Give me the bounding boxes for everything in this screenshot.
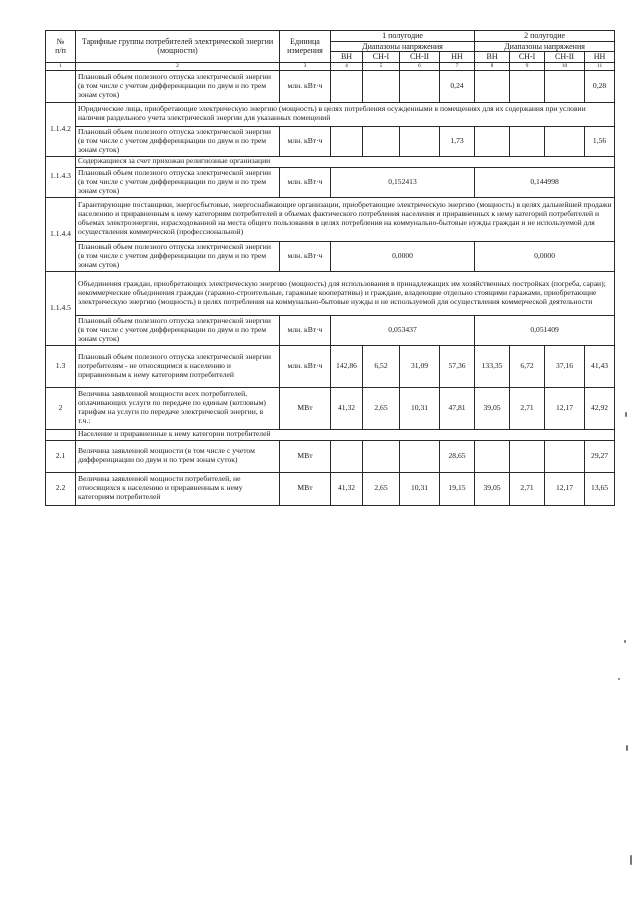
table-row	[46, 345, 615, 387]
scan-speck	[625, 412, 627, 417]
scan-speck	[626, 745, 628, 751]
row-label: Величина заявленной мощности всех потребителей, оплачивающих услуги по передаче по единым (котловым) тарифам на услуги по передаче электрической энергии, в т.ч.:	[76, 387, 280, 429]
row-label: Плановый объем полезного отпуска электрической энергии (в том числе с учетом дифференциации по двум и по трем зонам суток)	[76, 126, 280, 156]
value-cell: 0,152413	[331, 167, 475, 197]
row-code: 2	[46, 387, 76, 429]
value-cell: 10,31	[400, 387, 440, 429]
level-header: ВН	[475, 52, 510, 62]
col-num: 3	[280, 62, 331, 70]
value-cell: 41,32	[331, 387, 363, 429]
row-code: 2.1	[46, 440, 76, 472]
col-num: 1	[46, 62, 76, 70]
level-header: СН-I	[510, 52, 545, 62]
value-cell: 12,17	[545, 472, 585, 505]
level-header: СН-I	[363, 52, 400, 62]
ranges-header-1: Диапазоны напряжения	[331, 42, 475, 52]
row-unit: млн. кВт·ч	[280, 70, 331, 102]
row-label: Плановый объем полезного отпуска электрической энергии потребителям - не относящимся к населению и приравненным к нему категориям потребителей	[76, 345, 280, 387]
level-header: СН-II	[545, 52, 585, 62]
value-cell: 57,36	[440, 345, 475, 387]
col-num: 4	[331, 62, 363, 70]
group-title-row	[46, 429, 615, 440]
value-cell: 47,81	[440, 387, 475, 429]
value-cell: 41,43	[585, 345, 615, 387]
ranges-header-2: Диапазоны напряжения	[475, 42, 615, 52]
row-code: 1.1.4.2	[46, 102, 76, 156]
row-unit: млн. кВт·ч	[280, 241, 331, 271]
row-unit: МВт	[280, 472, 331, 505]
row-label: Плановый объем полезного отпуска электрической энергии (в том числе с учетом дифференциации по двум и по трем зонам суток)	[76, 167, 280, 197]
value-cell: 41,32	[331, 472, 363, 505]
value-cell: 0,0000	[331, 241, 475, 271]
group-title: Население и приравненные к нему категории потребителей	[76, 429, 615, 440]
scan-speck	[630, 855, 632, 865]
row-unit: МВт	[280, 387, 331, 429]
col-unit-header: Единица измерения	[280, 31, 331, 63]
half2-header: 2 полугодие	[475, 31, 615, 42]
value-cell: 2,71	[510, 472, 545, 505]
level-header: НН	[585, 52, 615, 62]
group-title: Содержащиеся за счет прихожан религиозные организации	[76, 156, 615, 167]
row-label: Величина заявленной мощности потребителей, не относящихся к населению и приравненным к нему категориям потребителей	[76, 472, 280, 505]
value-cell: 0,053437	[331, 315, 475, 345]
value-cell: 29,27	[585, 440, 615, 472]
row-unit: млн. кВт·ч	[280, 315, 331, 345]
row-unit: млн. кВт·ч	[280, 126, 331, 156]
table-row	[46, 241, 615, 271]
col-num: 8	[475, 62, 510, 70]
row-code: 1.3	[46, 345, 76, 387]
value-cell: 6,72	[510, 345, 545, 387]
row-label: Величина заявленной мощности (в том числе с учетом дифференциации по двум и по трем зонам суток)	[76, 440, 280, 472]
level-header: ВН	[331, 52, 363, 62]
row-label: Плановый объем полезного отпуска электрической энергии (в том числе с учетом дифференциации по двум и по трем зонам суток)	[76, 241, 280, 271]
scan-speck	[624, 640, 626, 643]
table-row	[46, 387, 615, 429]
row-code: 2.2	[46, 472, 76, 505]
group-title: Юридические лица, приобретающие электрическую энергию (мощность) в целях потребления осужденными в помещениях для их содержания при условии наличия раздельного учета электрической энергии для указанных помещений	[76, 102, 615, 126]
value-cell: 42,92	[585, 387, 615, 429]
col-num: 2	[76, 62, 280, 70]
level-header: СН-II	[400, 52, 440, 62]
value-cell: 31,09	[400, 345, 440, 387]
value-cell: 19,15	[440, 472, 475, 505]
value-cell: 2,65	[363, 472, 400, 505]
col-num: 6	[400, 62, 440, 70]
value-cell: 0,051409	[475, 315, 615, 345]
level-header: НН	[440, 52, 475, 62]
value-cell: 0,0000	[475, 241, 615, 271]
tariff-table	[45, 30, 615, 506]
group-title-row	[46, 197, 615, 241]
row-code: 1.1.4.4	[46, 197, 76, 271]
value-cell: 2,71	[510, 387, 545, 429]
col-num: 11	[585, 62, 615, 70]
value-cell: 1,56	[585, 126, 615, 156]
value-cell: 133,35	[475, 345, 510, 387]
row-unit: млн. кВт·ч	[280, 167, 331, 197]
header-row-1	[46, 31, 615, 42]
table-row	[46, 440, 615, 472]
value-cell: 0,28	[585, 70, 615, 102]
row-label: Плановый объем полезного отпуска электрической энергии (в том числе с учетом дифференциации по двум и по трем зонам суток)	[76, 315, 280, 345]
value-cell: 6,52	[363, 345, 400, 387]
value-cell: 0,24	[440, 70, 475, 102]
scan-speck	[618, 678, 620, 680]
table-row	[46, 472, 615, 505]
value-cell: 10,31	[400, 472, 440, 505]
row-code: 1.1.4.5	[46, 271, 76, 345]
group-title-row	[46, 156, 615, 167]
group-title-row	[46, 271, 615, 315]
col-group-header: Тарифные группы потребителей электрической энергии (мощности)	[76, 31, 280, 63]
col-num: 5	[363, 62, 400, 70]
group-title: Гарантирующие поставщики, энергосбытовые, энергоснабжающие организации, приобретающие электрическую энергию (мощность) в целях дальнейшей продажи населению и приравненным к нему категориям потребителей в объемах фактического потребления населения и приравненных к нему категорий потребителей и объемах электроэнергии, израсходованной на места общего пользования в целях потребления на коммунально-бытовые нужды граждан и не используемой для осуществления коммерческой (профессиональной)	[76, 197, 615, 241]
value-cell: 39,05	[475, 387, 510, 429]
value-cell: 39,05	[475, 472, 510, 505]
value-cell: 13,65	[585, 472, 615, 505]
table-row	[46, 126, 615, 156]
value-cell: 12,17	[545, 387, 585, 429]
table-row	[46, 70, 615, 102]
group-title-row	[46, 102, 615, 126]
group-title: Объединения граждан, приобретающих электрическую энергию (мощность) для использования в принадлежащих им хозяйственных постройках (погреба, сараи); некоммерческие объединения граждан (гаражно-строительные, гаражные кооперативы) и граждане, владеющие отдельно стоящими гаражами, приобретающие электрическую энергию (мощность) в целях потребления на коммунально-бытовые нужды и не используемой для осуществления коммерческой деятельности	[76, 271, 615, 315]
value-cell: 0,144998	[475, 167, 615, 197]
value-cell: 37,16	[545, 345, 585, 387]
table-row	[46, 167, 615, 197]
col-num: 7	[440, 62, 475, 70]
table-row	[46, 315, 615, 345]
row-unit: МВт	[280, 440, 331, 472]
row-label: Плановый объем полезного отпуска электрической энергии (в том числе с учетом дифференциации по двум и по трем зонам суток)	[76, 70, 280, 102]
col-number-header: № п/п	[46, 31, 76, 63]
column-number-row	[46, 62, 615, 70]
row-code: 1.1.4.3	[46, 156, 76, 197]
half1-header: 1 полугодие	[331, 31, 475, 42]
value-cell: 1,73	[440, 126, 475, 156]
row-unit: млн. кВт·ч	[280, 345, 331, 387]
value-cell: 2,65	[363, 387, 400, 429]
col-num: 10	[545, 62, 585, 70]
col-num: 9	[510, 62, 545, 70]
value-cell: 142,86	[331, 345, 363, 387]
value-cell: 28,65	[440, 440, 475, 472]
